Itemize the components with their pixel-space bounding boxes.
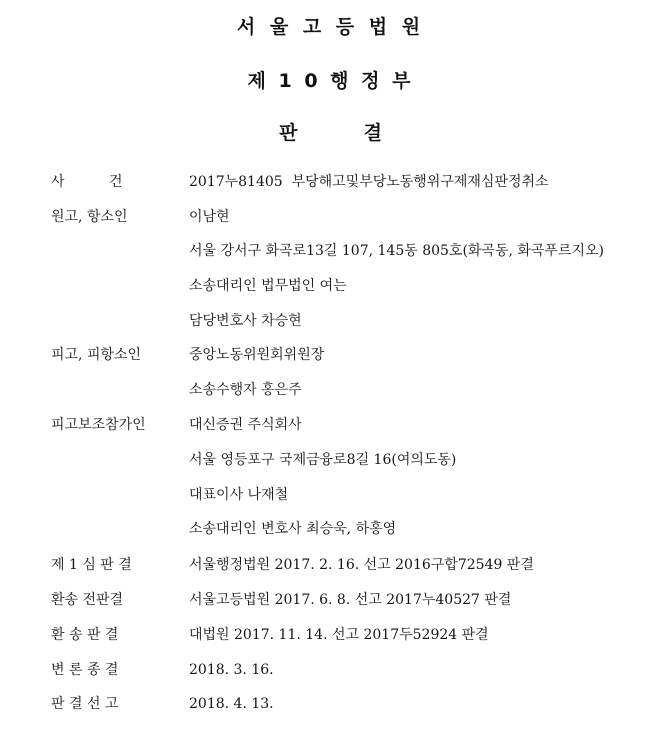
row-label: 환송 전판결	[51, 592, 124, 608]
first-instance-judgment-row	[0, 555, 661, 579]
row-value: 2017누81405 부당해고및부당노동행위구제재심판정취소	[189, 174, 549, 190]
row-value: 소송대리인 변호사 최승욱, 하홍영	[189, 521, 397, 537]
plaintiff-address-row	[0, 241, 661, 265]
row-value: 서울행정법원 2017. 2. 16. 선고 2016구합72549 판결	[189, 557, 534, 573]
row-value: 대신증권 주식회사	[189, 417, 302, 433]
intervenor-counsel-row	[0, 519, 661, 543]
defendant-row	[0, 345, 661, 369]
pleadings-closed-row	[0, 660, 661, 684]
judgment-date-row	[0, 694, 661, 718]
row-label: 피고, 피항소인	[51, 347, 142, 363]
row-value: 2018. 3. 16.	[189, 662, 274, 678]
intervenor-ceo-row	[0, 485, 661, 509]
defendant-representative-row	[0, 380, 661, 404]
row-value: 소송수행자 홍은주	[189, 382, 302, 398]
row-label: 사 건	[51, 174, 123, 190]
row-value: 서울 강서구 화곡로13길 107, 145동 805호(화곡동, 화곡푸르지오)	[189, 243, 604, 259]
plaintiff-row	[0, 207, 661, 231]
pre-remand-judgment-row	[0, 590, 661, 614]
row-label: 피고보조참가인	[51, 417, 146, 433]
case-number-row	[0, 172, 661, 196]
row-value: 담당변호사 차승현	[189, 313, 302, 329]
row-label: 원고, 항소인	[51, 209, 128, 225]
intervenor-address-row	[0, 450, 661, 474]
intervenor-row	[0, 415, 661, 439]
row-value: 소송대리인 법무법인 여는	[189, 278, 347, 294]
court-name: 서 울 고 등 법 원	[236, 16, 425, 38]
row-label: 변 론 종 결	[51, 662, 119, 678]
plaintiff-attorney-row	[0, 311, 661, 335]
remand-judgment-row	[0, 625, 661, 649]
row-value: 2018. 4. 13.	[189, 696, 274, 712]
row-value: 대표이사 나재철	[189, 487, 289, 503]
row-label: 환 송 판 결	[51, 627, 119, 643]
row-value: 이남현	[189, 209, 230, 225]
row-value: 중앙노동위원회위원장	[189, 347, 325, 363]
plaintiff-counsel-row	[0, 276, 661, 300]
court-division: 제 1 0 행 정 부	[247, 70, 414, 92]
row-label: 제 1 심 판 결	[51, 557, 132, 573]
row-label: 판 결 선 고	[51, 696, 119, 712]
row-value: 대법원 2017. 11. 14. 선고 2017두52924 판결	[189, 627, 489, 643]
document-title: 판 결	[279, 122, 382, 144]
row-value: 서울고등법원 2017. 6. 8. 선고 2017누40527 판결	[189, 592, 512, 608]
row-value: 서울 영등포구 국제금융로8길 16(여의도동)	[189, 452, 457, 468]
